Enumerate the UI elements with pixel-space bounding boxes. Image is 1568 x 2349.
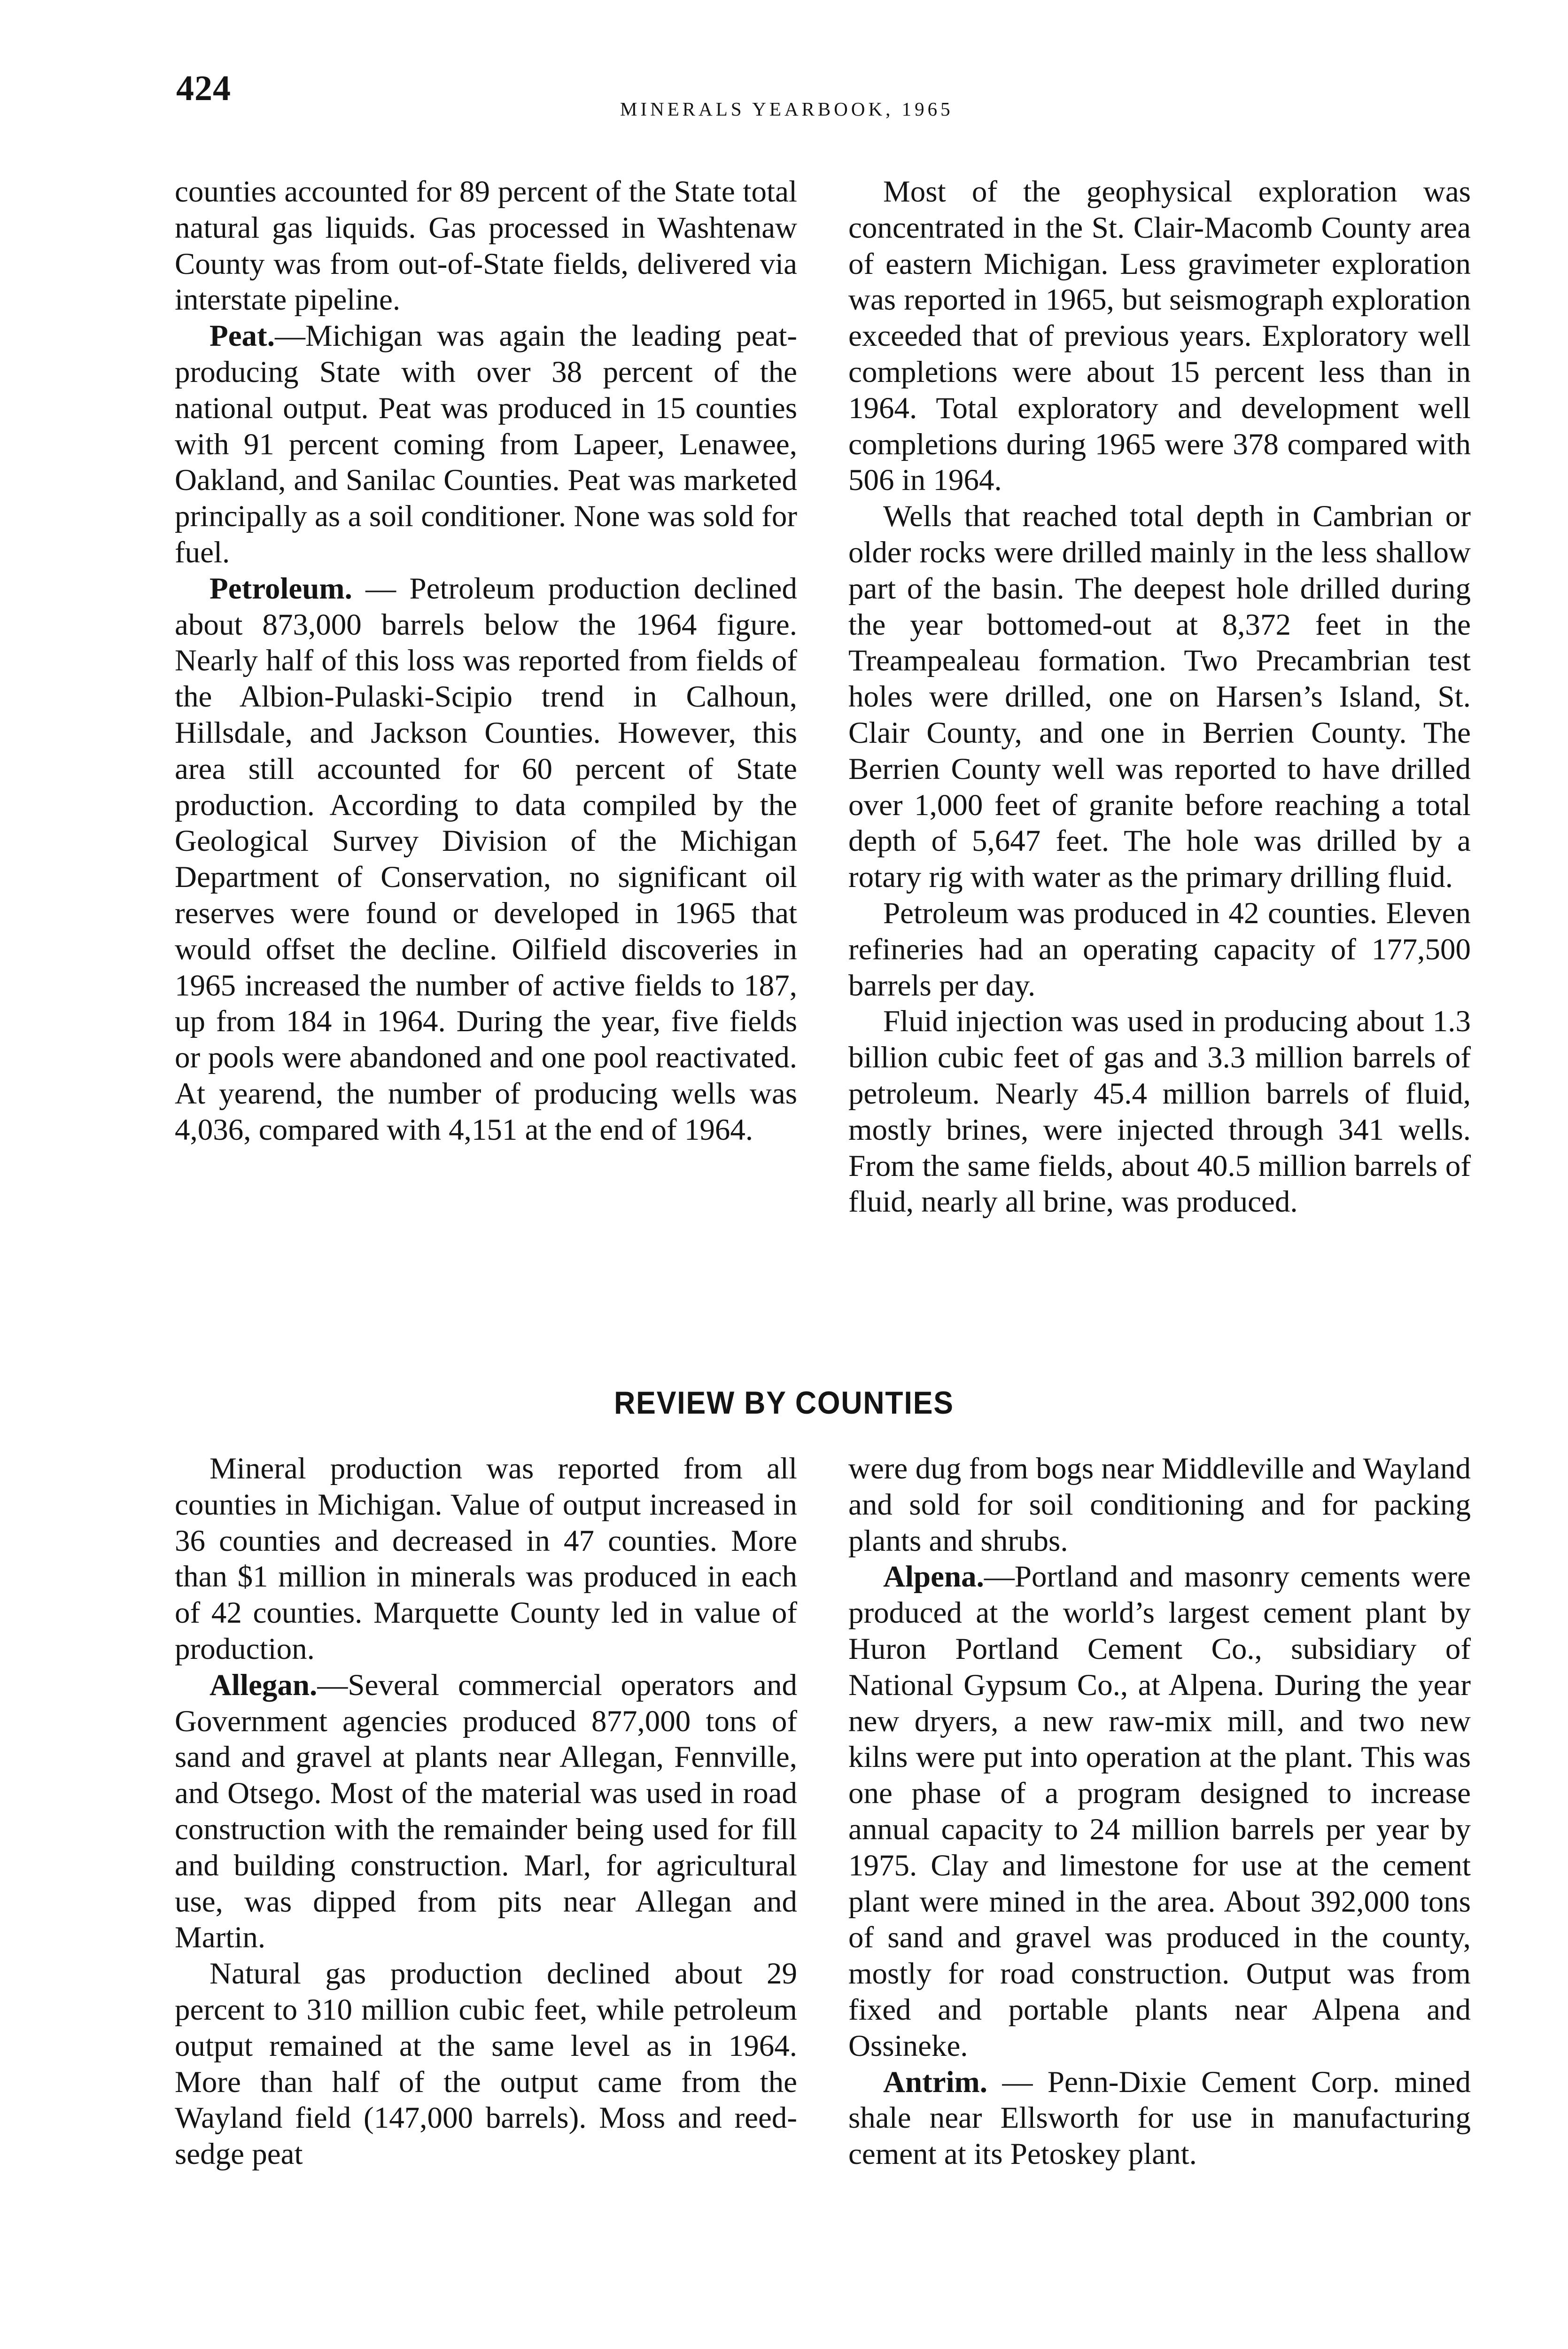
page-number: 424 <box>176 69 231 108</box>
paragraph-text: Fluid injection was used in producing about 1.3 billion cubic feet of gas and 3.3 million barrels of petroleum. Nearly 45.4 million barrels of fluid, mostly brines, were injected through 341 wells. From the same fields, about 40.5 million barrels of fluid, nearly all brine, was produced. <box>848 1004 1471 1219</box>
paragraph-text: Mineral production was reported from all counties in Michigan. Value of output increased in 36 counties and decreased in 47 counties. More than $1 million in minerals was produced in each of 42 counties. Marquette County led in value of production. <box>175 1452 797 1666</box>
paragraph-petroleum <box>175 571 797 1148</box>
paragraph-fluid-injection <box>848 1003 1471 1220</box>
paragraph-deep-wells <box>848 498 1471 895</box>
bottom-right-column <box>848 1451 1471 2172</box>
top-right-column <box>848 174 1471 1220</box>
paragraph-antrim <box>848 2064 1471 2172</box>
runin-heading-antrim: Antrim. <box>883 2065 988 2099</box>
paragraph-text: —Several commercial operators and Government agencies produced 877,000 tons of sand and gravel at plants near Allegan, Fennville, and Otsego. Most of the material was used in road construction with the remainder being used for fill and building construction. Marl, for agricultural use, was dipped from pits near Allegan and Martin. <box>175 1668 797 1955</box>
paragraph-text: —Michigan was again the leading peat-producing State with over 38 percent of the national output. Peat was produced in 15 counties with 91 percent coming from Lapeer, Lenawee, Oakland, and Sanilac Counties. Peat was marketed principally as a soil conditioner. None was sold for fuel. <box>175 319 797 569</box>
paragraph-allegan <box>175 1667 797 1956</box>
paragraph-alpena <box>848 1559 1471 2064</box>
paragraph-text: Wells that reached total depth in Cambrian or older rocks were drilled mainly in the less shallow part of the basin. The deepest hole drilled during the year bottomed-out at 8,372 feet in the Treampealeau formation. Two Precambrian test holes were drilled, one on Harsen’s Island, St. Clair County, and one in Berrien County. The Berrien County well was reported to have drilled over 1,000 feet of granite before reaching a total depth of 5,647 feet. The hole was drilled by a rotary rig with water as the primary drilling fluid. <box>848 499 1471 894</box>
paragraph-natural-gas-liquids <box>175 174 797 318</box>
runin-heading-allegan: Allegan. <box>210 1668 318 1702</box>
paragraph-refineries <box>848 895 1471 1003</box>
paragraph-text: — Penn-Dixie Cement Corp. mined shale near Ellsworth for use in manufacturing cement at its Petoskey plant. <box>848 2065 1471 2171</box>
top-left-column <box>175 174 797 1148</box>
paragraph-geophysical-exploration <box>848 174 1471 498</box>
runin-heading-petroleum: Petroleum. <box>210 571 352 606</box>
paragraph-peat-continuation <box>848 1451 1471 1559</box>
paragraph-mineral-production-summary <box>175 1451 797 1667</box>
paragraph-text: were dug from bogs near Middleville and Wayland and sold for soil conditioning and for packing plants and shrubs. <box>848 1452 1471 1558</box>
paragraph-text: Petroleum was produced in 42 counties. Eleven refineries had an operating capacity of 177,500 barrels per day. <box>848 896 1471 1003</box>
paragraph-text: Natural gas production declined about 29 percent to 310 million cubic feet, while petroleum output remained at the same level as in 1964. More than half of the output came from the Wayland field (147,000 barrels). Moss and reed-sedge peat <box>175 1957 797 2171</box>
section-heading: REVIEW BY COUNTIES <box>614 1385 954 1421</box>
running-head: MINERALS YEARBOOK, 1965 <box>620 98 954 120</box>
paragraph-text: — Petroleum production declined about 873,000 barrels below the 1964 figure. Nearly half of this loss was reported from fields of the Albion-Pulaski-Scipio trend in Calhoun, Hillsdale, and Jackson Counties. However, this area still accounted for 60 percent of State production. According to data compiled by the Geological Survey Division of the Michigan Department of Conservation, no significant oil reserves were found or developed in 1965 that would offset the decline. Oilfield discoveries in 1965 increased the number of active fields to 187, up from 184 in 1964. During the year, five fields or pools were abandoned and one pool reactivated. At yearend, the number of producing wells was 4,036, compared with 4,151 at the end of 1964. <box>175 571 797 1147</box>
paragraph-text: —Portland and masonry cements were produced at the world’s largest cement plant by Huron Portland Cement Co., subsidiary of National Gypsum Co., at Alpena. During the year new dryers, a new raw-mix mill, and two new kilns were put into operation at the plant. This was one phase of a program designed to increase annual capacity to 24 million barrels per year by 1975. Clay and limestone for use at the cement plant were mined in the area. About 392,000 tons of sand and gravel was produced in the county, mostly for road construction. Output was from fixed and portable plants near Alpena and Ossineke. <box>848 1560 1471 2063</box>
runin-heading-alpena: Alpena. <box>883 1560 984 1594</box>
paragraph-allegan-gas-petroleum <box>175 1956 797 2172</box>
paragraph-text: Most of the geophysical exploration was concentrated in the St. Clair-Macomb County area of eastern Michigan. Less gravimeter exploration was reported in 1965, but seismograph exploration exceeded that of previous years. Exploratory well completions were about 15 percent less than in 1964. Total exploratory and development well completions during 1965 were 378 compared with 506 in 1964. <box>848 175 1471 498</box>
paragraph-peat <box>175 318 797 571</box>
runin-heading-peat: Peat. <box>210 319 275 353</box>
paragraph-text: counties accounted for 89 percent of the State total natural gas liquids. Gas processed in Washtenaw County was from out-of-State fields, delivered via interstate pipeline. <box>175 175 797 317</box>
bottom-left-column <box>175 1451 797 2172</box>
